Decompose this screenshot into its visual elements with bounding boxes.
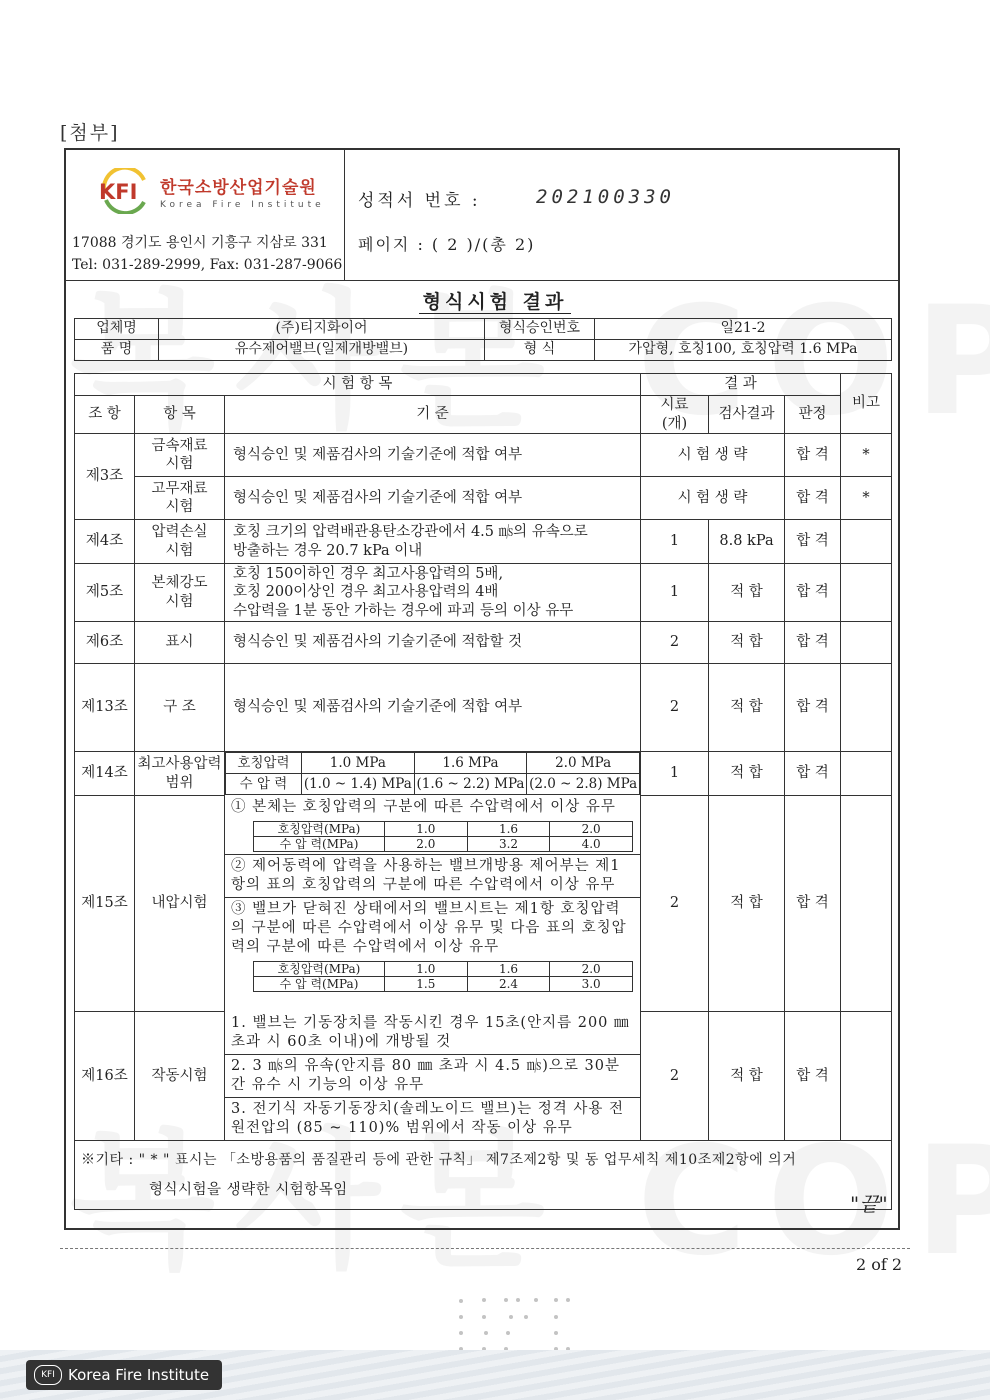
test-results-table xyxy=(74,373,892,1210)
inspection-cell: 적 합 xyxy=(709,664,785,752)
water-pressure-value: (1.6 ~ 2.2) MPa xyxy=(414,774,527,795)
sub-value: 3.2 xyxy=(467,836,550,851)
item-cell: 내압시험 xyxy=(135,796,225,1012)
criteria-line: 호칭 크기의 압력배관용탄소강관에서 4.5 ㎧의 유속으로 xyxy=(233,524,588,541)
criteria-cell: 형식승인 및 제품검사의 기술기준에 적합 여부 xyxy=(225,434,641,477)
pressure-sub-table xyxy=(253,961,633,992)
company-value: (주)티지화이어 xyxy=(159,319,485,340)
samples-cell: 2 xyxy=(641,1012,709,1141)
pressure-range-cell xyxy=(225,752,641,796)
footnote xyxy=(75,1140,892,1209)
criteria-item: ① 본체는 호칭압력의 구분에 따른 수압력에서 이상 유무 xyxy=(231,798,616,815)
remark-cell xyxy=(841,564,892,622)
article-header: 조 항 xyxy=(75,396,135,434)
remark-cell xyxy=(841,520,892,564)
inspection-cell: 적 합 xyxy=(709,1012,785,1141)
sub-value: 1.5 xyxy=(385,976,468,991)
footer-logo-text: Korea Fire Institute xyxy=(68,1366,210,1384)
attachment-label: [첨부] xyxy=(60,122,120,144)
sub-value: 1.6 xyxy=(467,961,550,976)
result-header: 결 과 xyxy=(641,374,841,396)
approval-value: 일21-2 xyxy=(595,319,892,340)
item-cell: 고무재료 시험 xyxy=(135,477,225,520)
page-divider xyxy=(60,1248,910,1249)
criteria-cell: 형식승인 및 제품검사의 기술기준에 적합 여부 xyxy=(225,477,641,520)
samples-cell: 2 xyxy=(641,796,709,1012)
company-label: 업체명 xyxy=(75,319,159,340)
verdict-cell: 합 격 xyxy=(785,564,841,622)
product-label: 품 명 xyxy=(75,340,159,361)
nominal-pressure-value: 2.0 MPa xyxy=(527,753,640,774)
remark-cell xyxy=(841,796,892,1012)
criteria-line: 호칭 200이상인 경우 최고사용압력의 4배 xyxy=(233,584,499,601)
sub-value: 3.0 xyxy=(550,976,633,991)
sub-value: 2.0 xyxy=(385,836,468,851)
institute-name-kr: 한국소방산업기술원 xyxy=(160,177,317,198)
inspection-header: 검사결과 xyxy=(709,396,785,434)
sub-label: 호칭압력(MPa) xyxy=(254,821,385,836)
criteria-cell xyxy=(225,520,641,564)
criteria-cell xyxy=(225,1012,641,1141)
dot-pattern-icon xyxy=(456,1295,586,1355)
verdict-cell: 합 격 xyxy=(785,477,841,520)
verdict-cell: 합 격 xyxy=(785,622,841,664)
item-cell: 작동시험 xyxy=(135,1012,225,1141)
item-cell: 압력손실 시험 xyxy=(135,520,225,564)
nominal-pressure-value: 1.0 MPa xyxy=(302,753,415,774)
samples-cell: 2 xyxy=(641,622,709,664)
sub-value: 2.0 xyxy=(550,961,633,976)
remark-cell xyxy=(841,1012,892,1141)
type-value: 가압형, 호칭100, 호칭압력 1.6 MPa xyxy=(595,340,892,361)
article-cell: 제4조 xyxy=(75,520,135,564)
criteria-item: ② 제어동력에 압력을 사용하는 밸브개방용 제어부는 제1항의 표의 호칭압력의 구분에 따른 수압력에서 이상 유무 xyxy=(225,855,640,898)
report-number-value: 202100330 xyxy=(536,186,675,208)
institute-address: 17088 경기도 용인시 기흥구 지삼로 331 xyxy=(72,235,328,251)
criteria-line: 방출하는 경우 20.7 kPa 이내 xyxy=(233,542,423,559)
report-number-label: 성적서 번호 : xyxy=(358,191,481,211)
inspection-cell: 적 합 xyxy=(709,622,785,664)
institute-contact: Tel: 031-289-2999, Fax: 031-287-9066 xyxy=(72,257,343,273)
criteria-item: 2. 3 ㎧의 유속(안지름 80 ㎜ 초과 시 4.5 ㎧)으로 30분간 유수 시 기능의 이상 유무 xyxy=(225,1055,640,1098)
footer-logo xyxy=(26,1360,222,1390)
article-cell: 제15조 xyxy=(75,796,135,1012)
samples-cell: 1 xyxy=(641,752,709,796)
article-cell: 제3조 xyxy=(75,434,135,520)
verdict-header: 판정 xyxy=(785,396,841,434)
verdict-cell: 합 격 xyxy=(785,520,841,564)
verdict-cell: 합 격 xyxy=(785,434,841,477)
sub-label: 수 압 력(MPa) xyxy=(254,976,385,991)
remark-cell xyxy=(841,664,892,752)
criteria-line: 호칭 150이하인 경우 최고사용압력의 5배, xyxy=(233,566,504,583)
inspection-cell: 시 험 생 략 xyxy=(641,477,785,520)
water-pressure-label: 수 압 력 xyxy=(226,774,302,795)
test-items-header: 시 험 항 목 xyxy=(75,374,641,396)
footnote-line: 형식시험을 생략한 시험항목임 xyxy=(149,1181,348,1198)
water-pressure-value: (1.0 ~ 1.4) MPa xyxy=(302,774,415,795)
criteria-item: ③ 밸브가 닫혀진 상태에서의 밸브시트는 제1항 호칭압력의 구분에 따른 수압력에서 이상 유무 및 다음 표의 호칭압력의 구분에 따른 수압력에서 이상 유무 xyxy=(231,900,627,955)
kfi-logo-icon xyxy=(96,168,154,214)
footnote-line: ※기타 : " * " 표시는 「소방용품의 품질관리 등에 관한 규칙」 제7조제2항 및 동 업무세칙 제10조제2항에 의거 xyxy=(81,1151,797,1168)
verdict-cell: 합 격 xyxy=(785,664,841,752)
sub-value: 4.0 xyxy=(550,836,633,851)
samples-header: 시료 (개) xyxy=(641,396,709,434)
product-value: 유수제어밸브(일제개방밸브) xyxy=(159,340,485,361)
type-label: 형 식 xyxy=(485,340,595,361)
verdict-cell: 합 격 xyxy=(785,1012,841,1141)
inspection-cell: 적 합 xyxy=(709,752,785,796)
criteria-cell xyxy=(225,564,641,622)
remark-header: 비고 xyxy=(841,374,892,434)
nominal-pressure-value: 1.6 MPa xyxy=(414,753,527,774)
item-cell: 표시 xyxy=(135,622,225,664)
criteria-item: 3. 전기식 자동기동장치(솔레노이드 밸브)는 정격 사용 전원전압의 (85 ~ 110)% 범위에서 작동 이상 유무 xyxy=(231,1100,624,1136)
samples-cell: 2 xyxy=(641,664,709,752)
verdict-cell: 합 격 xyxy=(785,796,841,1012)
kfi-logo xyxy=(96,168,325,214)
product-info-table xyxy=(74,318,892,361)
article-cell: 제5조 xyxy=(75,564,135,622)
criteria-cell: 형식승인 및 제품검사의 기술기준에 적합할 것 xyxy=(225,622,641,664)
item-cell: 금속재료 시험 xyxy=(135,434,225,477)
sub-value: 1.6 xyxy=(467,821,550,836)
document-title: 형식시험 결과 xyxy=(0,287,990,314)
item-cell: 구 조 xyxy=(135,664,225,752)
remark-cell: * xyxy=(841,477,892,520)
institute-block xyxy=(66,150,345,280)
report-header xyxy=(66,150,898,280)
verdict-cell: 합 격 xyxy=(785,752,841,796)
remark-cell xyxy=(841,752,892,796)
remark-cell xyxy=(841,622,892,664)
inspection-cell: 시 험 생 략 xyxy=(641,434,785,477)
sub-value: 1.0 xyxy=(385,961,468,976)
sub-value: 2.0 xyxy=(550,821,633,836)
pressure-range-table xyxy=(225,752,640,795)
criteria-header: 기 준 xyxy=(225,396,641,434)
criteria-item: 1. 밸브는 기동장치를 작동시킨 경우 15초(안지름 200 ㎜ 초과 시 60초 이내)에 개방될 것 xyxy=(225,1012,640,1055)
svg-text:KFI: KFI xyxy=(99,180,138,204)
sub-label: 호칭압력(MPa) xyxy=(254,961,385,976)
page-number: 2 of 2 xyxy=(856,1255,903,1274)
article-cell: 제16조 xyxy=(75,1012,135,1141)
kfi-footer-icon: KFI xyxy=(34,1365,62,1385)
approval-label: 형식승인번호 xyxy=(485,319,595,340)
remark-cell: * xyxy=(841,434,892,477)
page-indicator: 페이지 : ( 2 )/(총 2) xyxy=(358,235,536,254)
criteria-cell xyxy=(225,796,641,1012)
item-cell: 본체강도 시험 xyxy=(135,564,225,622)
samples-cell: 1 xyxy=(641,520,709,564)
institute-name-en: Korea Fire Institute xyxy=(160,199,325,210)
end-mark: "끝" xyxy=(850,1192,888,1216)
item-header: 항 목 xyxy=(135,396,225,434)
article-cell: 제6조 xyxy=(75,622,135,664)
sub-value: 2.4 xyxy=(467,976,550,991)
pressure-sub-table xyxy=(253,821,633,852)
criteria-line: 수압력을 1분 동안 가하는 경우에 파괴 등의 이상 유무 xyxy=(233,602,574,619)
article-cell: 제14조 xyxy=(75,752,135,796)
nominal-pressure-label: 호칭압력 xyxy=(226,753,302,774)
inspection-cell: 8.8 kPa xyxy=(709,520,785,564)
article-cell: 제13조 xyxy=(75,664,135,752)
sub-label: 수 압 력(MPa) xyxy=(254,836,385,851)
inspection-cell: 적 합 xyxy=(709,796,785,1012)
criteria-cell: 형식승인 및 제품검사의 기술기준에 적합 여부 xyxy=(225,664,641,752)
inspection-cell: 적 합 xyxy=(709,564,785,622)
samples-cell: 1 xyxy=(641,564,709,622)
sub-value: 1.0 xyxy=(385,821,468,836)
item-cell: 최고사용압력 범위 xyxy=(135,752,225,796)
header-divider xyxy=(66,280,898,281)
water-pressure-value: (2.0 ~ 2.8) MPa xyxy=(527,774,640,795)
